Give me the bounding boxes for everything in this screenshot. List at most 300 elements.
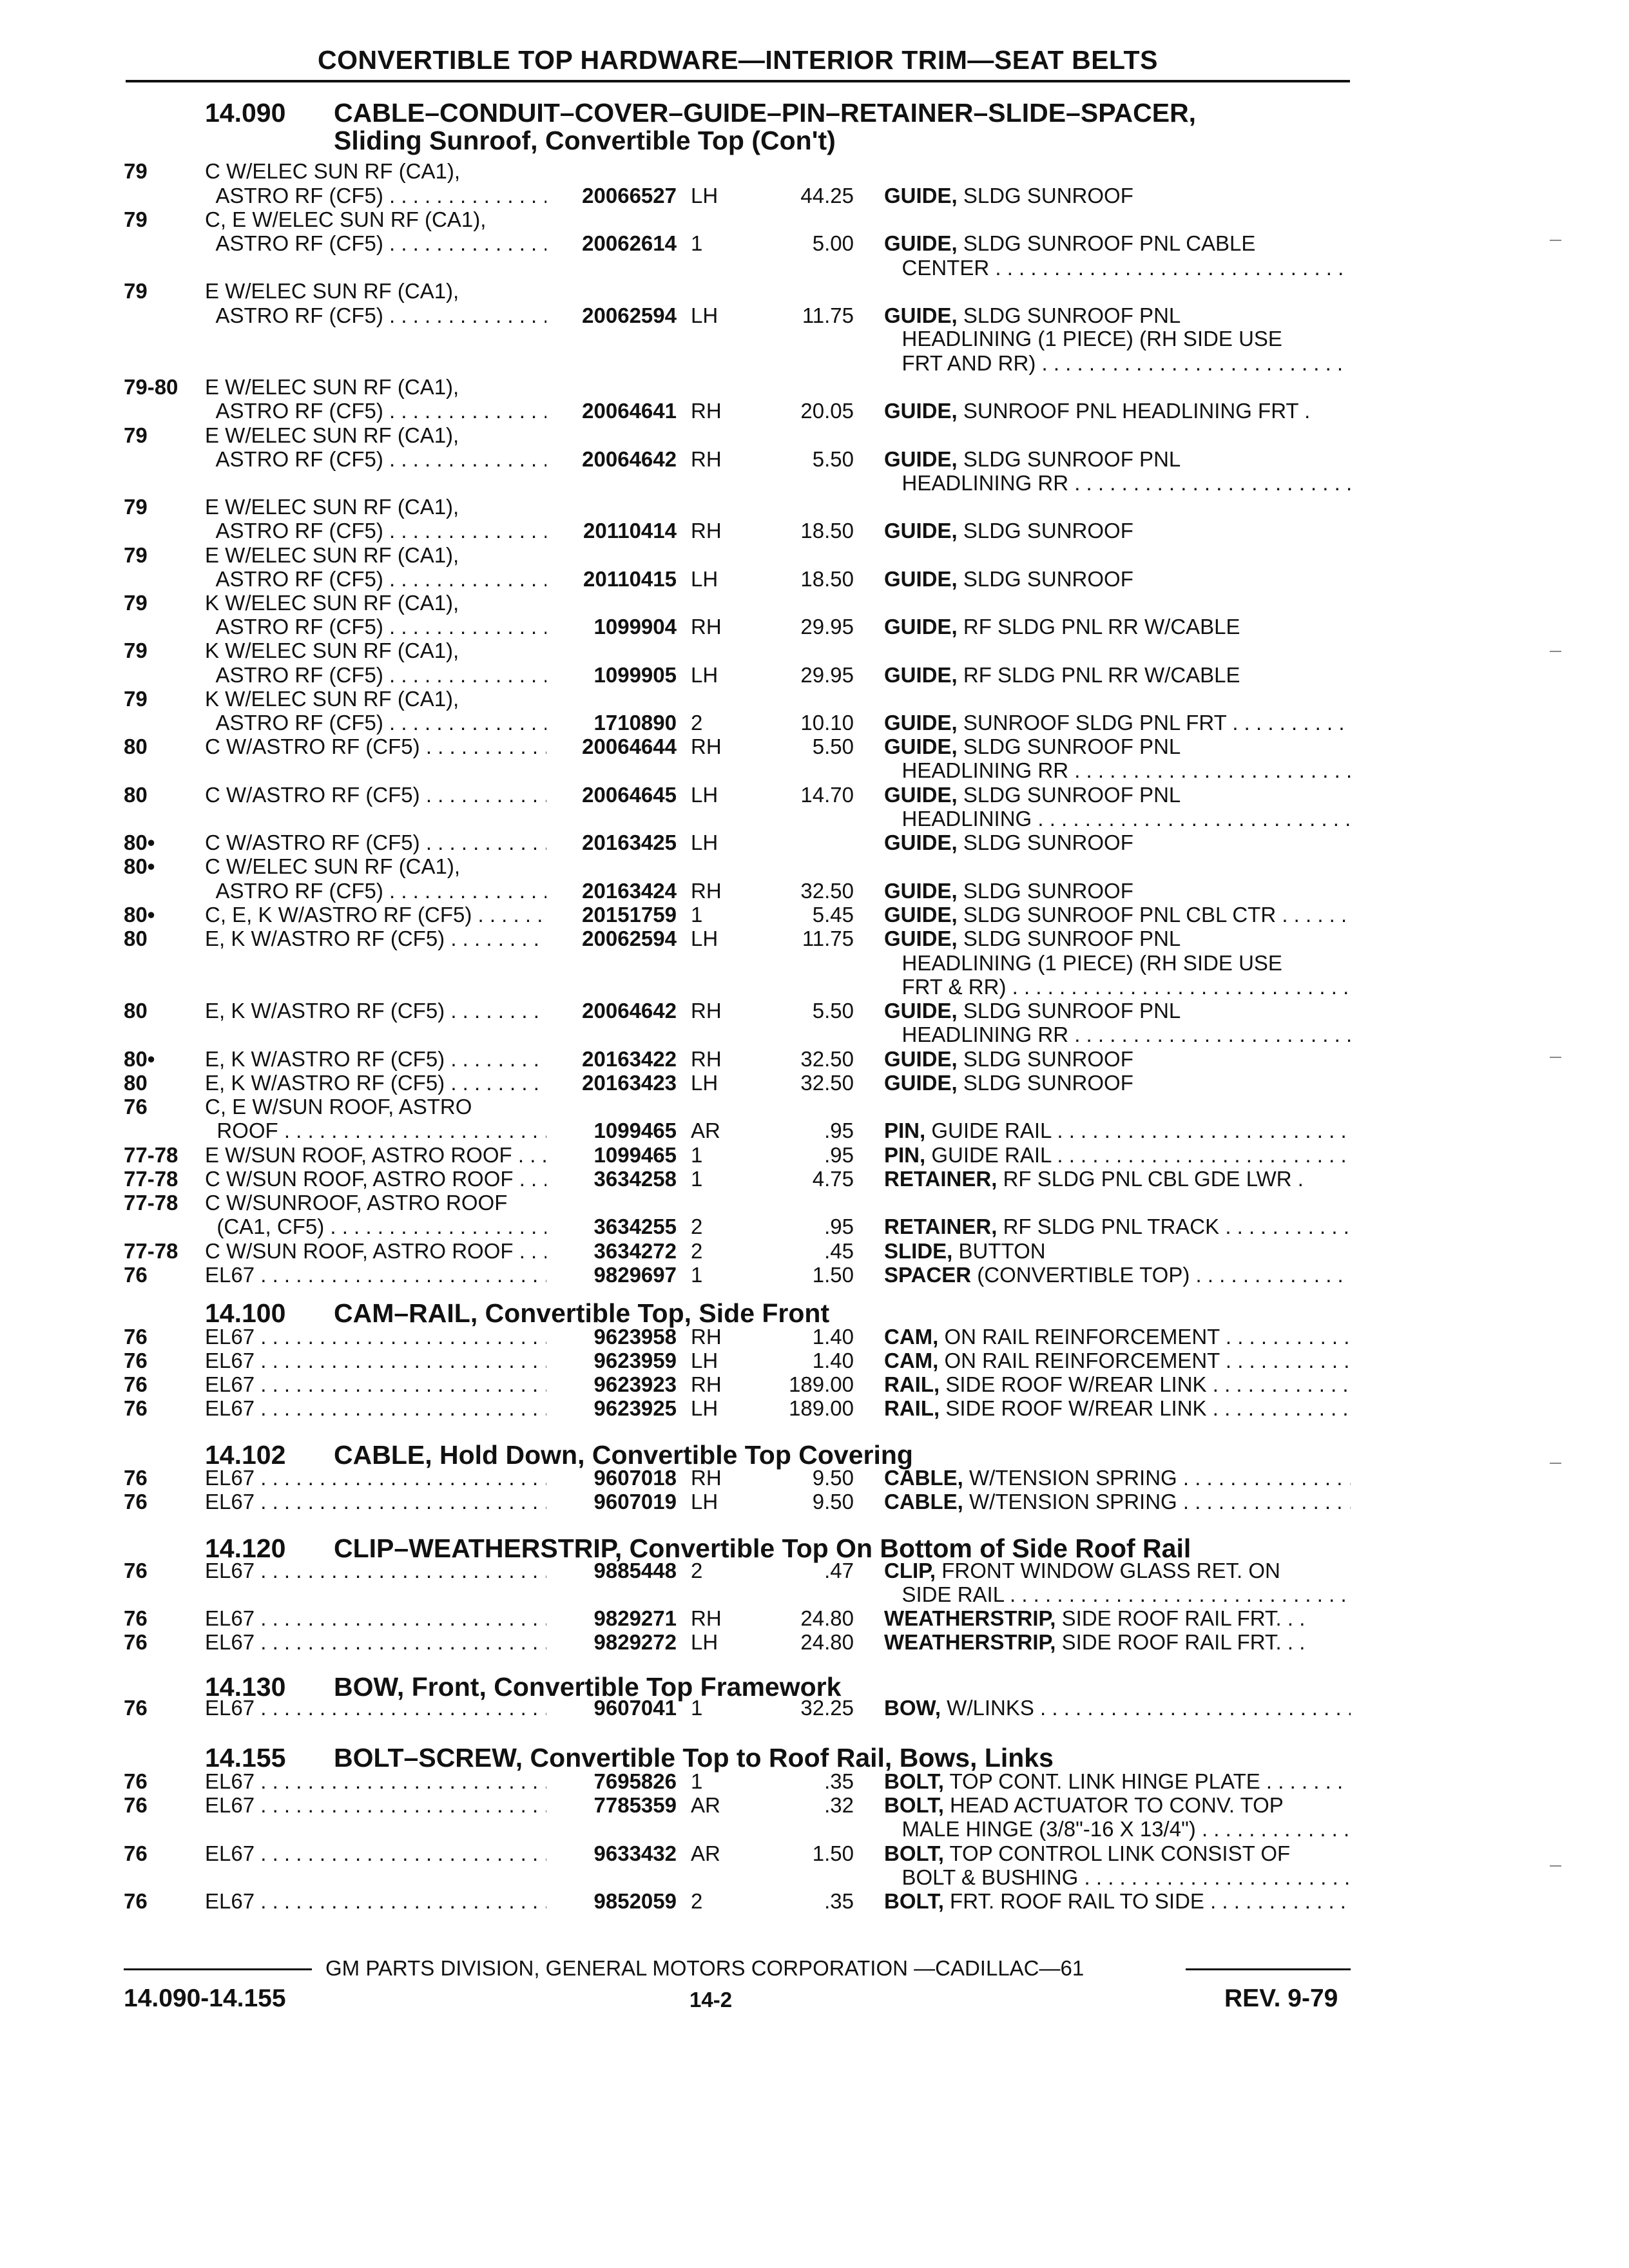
year-cell: 80: [124, 1071, 148, 1095]
description-cell: (CA1, CF5) . . .: [205, 1215, 546, 1238]
section-number: 14.120: [205, 1533, 286, 1563]
section-heading-text: CABLE, Hold Down, Convertible Top Covering: [334, 1440, 913, 1470]
table-row: [0, 327, 1629, 351]
part-name-cell: [884, 1215, 1351, 1238]
description-cell: E W/SUN ROOF, ASTRO ROOF . . .: [205, 1144, 546, 1167]
table-row: [0, 1607, 1629, 1630]
year-cell: 80: [124, 735, 148, 758]
year-cell: 76: [124, 1793, 148, 1817]
quantity-cell: RH: [691, 1606, 722, 1630]
price-cell: 4.75: [812, 1167, 854, 1191]
part-number-cell: 20066527: [582, 184, 677, 207]
section-title: [205, 1743, 1054, 1773]
part-name-detail: SIDE ROOF RAIL FRT. . .: [1055, 1607, 1306, 1630]
description-cell: C, E, K W/ASTRO RF (CF5) . . .: [205, 903, 546, 927]
part-number-cell: 9607041: [593, 1696, 677, 1720]
year-cell: 76: [124, 1630, 148, 1654]
price-cell: 18.50: [800, 519, 854, 543]
part-name-keyword: WEATHERSTRIP,: [884, 1607, 1056, 1630]
quantity-cell: LH: [691, 927, 718, 950]
section-number: 14.155: [205, 1743, 286, 1773]
year-cell: 77-78: [124, 1167, 178, 1191]
price-cell: 9.50: [812, 1490, 854, 1514]
table-row: [0, 975, 1629, 999]
part-name-detail: SLDG SUNROOF: [957, 1048, 1133, 1071]
description-cell: C, E W/ELEC SUN RF (CA1),: [205, 208, 487, 231]
part-number-cell: 20062594: [582, 927, 677, 950]
year-cell: 80: [124, 999, 148, 1023]
table-row: [0, 495, 1629, 519]
part-name-detail: SLDG SUNROOF: [957, 831, 1133, 854]
table-row: [0, 304, 1629, 327]
part-number-cell: 20062594: [582, 303, 677, 327]
description-cell: EL67 . . .: [205, 1842, 546, 1865]
part-number-cell: 3634258: [593, 1167, 677, 1191]
part-name-cell: [884, 735, 1351, 758]
part-number-cell: 9623923: [593, 1372, 677, 1396]
part-number-cell: 20163424: [582, 879, 677, 903]
part-name-keyword: BOLT,: [884, 1890, 944, 1913]
part-name-detail: BUTTON: [952, 1240, 1046, 1263]
description-cell: ASTRO RF (CF5) . . .: [205, 711, 546, 735]
quantity-cell: LH: [691, 663, 718, 687]
part-name-cell: [884, 184, 1351, 207]
price-cell: .95: [824, 1119, 854, 1142]
part-name-cell: [884, 1240, 1351, 1263]
part-name-cell: [884, 568, 1351, 591]
year-cell: 80•: [124, 854, 155, 878]
part-name-detail: TOP CONT. LINK HINGE PLATE: [943, 1770, 1260, 1793]
table-row: [0, 1095, 1629, 1119]
year-cell: 76: [124, 1095, 148, 1119]
part-name-detail: W/TENSION SPRING: [963, 1466, 1177, 1490]
section-title: [205, 1298, 829, 1329]
section-subtitle: Sliding Sunroof, Convertible Top (Con't): [334, 126, 836, 155]
part-name-detail: SIDE ROOF W/REAR LINK: [940, 1397, 1207, 1420]
year-cell: 79: [124, 495, 148, 519]
year-cell: 76: [124, 1325, 148, 1349]
table-row: [0, 1023, 1629, 1046]
price-cell: 10.10: [800, 711, 854, 735]
description-cell: EL67 . . .: [205, 1559, 546, 1582]
quantity-cell: RH: [691, 519, 722, 543]
table-row: [0, 1325, 1629, 1349]
part-number-cell: 3634272: [593, 1239, 677, 1263]
part-name-cell: [884, 1818, 1351, 1841]
table-row: [0, 448, 1629, 471]
section-number: 14.090: [205, 98, 286, 128]
table-row: [0, 1466, 1629, 1490]
quantity-cell: AR: [691, 1119, 720, 1142]
part-name-detail: SLDG SUNROOF PNL CABLE: [957, 232, 1256, 255]
quantity-cell: LH: [691, 831, 718, 854]
price-cell: 189.00: [789, 1372, 854, 1396]
quantity-cell: LH: [691, 303, 718, 327]
table-row: [0, 783, 1629, 807]
quantity-cell: LH: [691, 567, 718, 591]
description-cell: C W/ASTRO RF (CF5) . . .: [205, 831, 546, 854]
table-row: [0, 1890, 1629, 1913]
table-row: [0, 208, 1629, 231]
part-name-detail: SLDG SUNROOF: [957, 184, 1133, 207]
part-number-cell: 20064642: [582, 999, 677, 1023]
margin-tick: [1550, 1057, 1561, 1058]
part-name-keyword: BOLT,: [884, 1842, 944, 1865]
year-cell: 76: [124, 1372, 148, 1396]
quantity-cell: 1: [691, 1167, 703, 1191]
price-cell: 11.75: [802, 927, 854, 950]
section-number: 14.102: [205, 1440, 286, 1470]
part-name-cell: [884, 1631, 1351, 1654]
section-title: [205, 98, 1196, 128]
table-row: [0, 1168, 1629, 1191]
part-name-detail: BOLT & BUSHING: [884, 1866, 1079, 1889]
year-cell: 79: [124, 159, 148, 183]
year-cell: 79: [124, 207, 148, 231]
part-number-cell: 9852059: [593, 1889, 677, 1913]
price-cell: .95: [824, 1215, 854, 1238]
part-number-cell: 20064641: [582, 399, 677, 423]
description-cell: EL67 . . .: [205, 1466, 546, 1490]
table-row: [0, 639, 1629, 662]
table-row: [0, 1631, 1629, 1654]
quantity-cell: RH: [691, 615, 722, 639]
part-name-cell: [884, 759, 1351, 782]
part-name-detail: HEADLINING (1 PIECE) (RH SIDE USE: [884, 327, 1282, 351]
price-cell: 29.95: [800, 615, 854, 639]
year-cell: 76: [124, 1769, 148, 1793]
price-cell: .35: [824, 1889, 854, 1913]
description-cell: ROOF . . .: [205, 1119, 546, 1142]
section-heading-text: CAM–RAIL, Convertible Top, Side Front: [334, 1298, 830, 1328]
quantity-cell: RH: [691, 999, 722, 1023]
part-name-keyword: PIN,: [884, 1144, 926, 1167]
quantity-cell: 2: [691, 1215, 703, 1238]
year-cell: 80•: [124, 903, 155, 927]
part-name-cell: [884, 1466, 1351, 1490]
price-cell: 5.00: [812, 231, 854, 255]
part-name-cell: [884, 1607, 1351, 1630]
part-number-cell: 1099905: [593, 663, 677, 687]
year-cell: 79: [124, 639, 148, 662]
section-heading-text: BOLT–SCREW, Convertible Top to Roof Rail, Bows, Links: [334, 1743, 1054, 1773]
table-row: [0, 399, 1629, 423]
part-number-cell: 7695826: [593, 1769, 677, 1793]
description-cell: ASTRO RF (CF5) . . .: [205, 232, 546, 255]
description-cell: C W/ASTRO RF (CF5) . . .: [205, 783, 546, 807]
price-cell: 11.75: [802, 303, 854, 327]
part-number-cell: 1099904: [593, 615, 677, 639]
footer-rule-right: [1186, 1968, 1351, 1970]
part-name-detail: HEADLINING: [884, 807, 1032, 831]
table-row: [0, 568, 1629, 591]
table-row: [0, 1072, 1629, 1095]
table-row: [0, 160, 1629, 183]
footer-page-number: 14-2: [689, 1988, 733, 2012]
part-number-cell: 20151759: [582, 903, 677, 927]
part-name-detail: W/LINKS: [941, 1696, 1034, 1720]
table-row: [0, 352, 1629, 375]
description-cell: ASTRO RF (CF5) . . .: [205, 568, 546, 591]
description-cell: ASTRO RF (CF5) . . .: [205, 879, 546, 903]
part-name-cell: [884, 399, 1351, 423]
year-cell: 76: [124, 1466, 148, 1490]
part-name-detail: FRONT WINDOW GLASS RET. ON: [936, 1559, 1280, 1582]
part-number-cell: 20110415: [583, 567, 677, 591]
table-row: [0, 1264, 1629, 1287]
part-name-cell: [884, 615, 1351, 639]
part-name-keyword: CABLE,: [884, 1466, 963, 1490]
price-cell: 29.95: [800, 663, 854, 687]
price-cell: 14.70: [800, 783, 854, 807]
part-name-cell: [884, 1373, 1351, 1396]
part-name-detail: SLDG SUNROOF: [957, 1072, 1133, 1095]
table-row: [0, 831, 1629, 854]
part-name-keyword: GUIDE,: [884, 304, 958, 327]
part-name-detail: RF SLDG PNL TRACK: [997, 1215, 1220, 1238]
section-heading-text: CLIP–WEATHERSTRIP, Convertible Top On Bottom of Side Roof Rail: [334, 1533, 1191, 1563]
part-name-keyword: GUIDE,: [884, 615, 958, 639]
margin-tick: [1550, 1865, 1561, 1867]
margin-tick: [1550, 1463, 1561, 1464]
price-cell: 24.80: [800, 1606, 854, 1630]
part-name-detail: (CONVERTIBLE TOP): [971, 1264, 1190, 1287]
price-cell: 1.40: [812, 1349, 854, 1372]
price-cell: 189.00: [789, 1396, 854, 1420]
part-name-keyword: RETAINER,: [884, 1168, 998, 1191]
price-cell: 1.50: [812, 1263, 854, 1287]
part-name-cell: [884, 1490, 1351, 1514]
part-name-detail: SIDE ROOF RAIL FRT. . .: [1055, 1631, 1306, 1654]
part-name-keyword: RETAINER,: [884, 1215, 998, 1238]
description-cell: ASTRO RF (CF5) . . .: [205, 399, 546, 423]
table-row: [0, 615, 1629, 639]
part-name-keyword: GUIDE,: [884, 783, 958, 807]
part-name-keyword: CLIP,: [884, 1559, 936, 1582]
part-name-keyword: GUIDE,: [884, 903, 958, 927]
part-name-cell: [884, 519, 1351, 543]
part-name-detail: SIDE RAIL: [884, 1583, 1004, 1606]
part-name-keyword: GUIDE,: [884, 664, 958, 687]
part-name-cell: [884, 1696, 1351, 1720]
part-number-cell: 1099465: [593, 1119, 677, 1142]
part-name-cell: [884, 831, 1351, 854]
part-name-cell: [884, 711, 1351, 735]
part-number-cell: 1710890: [593, 711, 677, 735]
year-cell: 79: [124, 591, 148, 615]
description-cell: ASTRO RF (CF5) . . .: [205, 184, 546, 207]
quantity-cell: 1: [691, 1769, 703, 1793]
part-name-cell: [884, 807, 1351, 831]
year-cell: 76: [124, 1841, 148, 1865]
part-name-cell: [884, 448, 1351, 471]
part-number-cell: 3634255: [593, 1215, 677, 1238]
description-cell: K W/ELEC SUN RF (CA1),: [205, 639, 459, 662]
part-name-cell: [884, 879, 1351, 903]
part-name-keyword: BOLT,: [884, 1770, 944, 1793]
table-row: [0, 1048, 1629, 1071]
year-cell: 76: [124, 1263, 148, 1287]
part-name-detail: SLDG SUNROOF PNL: [957, 304, 1181, 327]
table-row: [0, 1397, 1629, 1420]
part-name-detail: HEADLINING RR: [884, 472, 1069, 495]
part-name-cell: [884, 1144, 1351, 1167]
part-name-detail: HEADLINING RR: [884, 1023, 1069, 1046]
part-name-cell: [884, 1583, 1351, 1606]
year-cell: 76: [124, 1889, 148, 1913]
description-cell: E, K W/ASTRO RF (CF5) . . .: [205, 927, 546, 950]
table-row: [0, 1583, 1629, 1606]
description-cell: E W/ELEC SUN RF (CA1),: [205, 544, 459, 567]
description-cell: K W/ELEC SUN RF (CA1),: [205, 687, 459, 711]
part-name-keyword: GUIDE,: [884, 711, 958, 735]
part-name-detail: SUNROOF PNL HEADLINING FRT .: [957, 399, 1311, 423]
part-name-detail: HEADLINING RR: [884, 759, 1069, 782]
section-heading-text: BOW, Front, Convertible Top Framework: [334, 1672, 842, 1702]
part-name-keyword: GUIDE,: [884, 399, 958, 423]
part-name-cell: [884, 352, 1351, 375]
part-name-keyword: GUIDE,: [884, 999, 958, 1023]
section-number: 14.130: [205, 1672, 286, 1702]
part-name-detail: SLDG SUNROOF PNL: [957, 783, 1181, 807]
year-cell: 77-78: [124, 1191, 178, 1215]
part-name-detail: HEAD ACTUATOR TO CONV. TOP: [943, 1794, 1284, 1817]
part-name-cell: [884, 1890, 1351, 1913]
description-cell: E, K W/ASTRO RF (CF5) . . .: [205, 1048, 546, 1071]
table-row: [0, 1794, 1629, 1817]
footer-org: GM PARTS DIVISION, GENERAL MOTORS CORPORATION —CADILLAC—61: [325, 1956, 1084, 1980]
year-cell: 80•: [124, 831, 155, 854]
table-row: [0, 1696, 1629, 1720]
part-name-detail: SLDG SUNROOF PNL: [957, 999, 1181, 1023]
table-row: [0, 879, 1629, 903]
footer-range: 14.090-14.155: [124, 1984, 286, 2012]
part-name-keyword: SPACER: [884, 1264, 972, 1287]
part-name-cell: [884, 903, 1351, 927]
part-name-cell: [884, 1048, 1351, 1071]
description-cell: E W/ELEC SUN RF (CA1),: [205, 280, 459, 303]
description-cell: E W/ELEC SUN RF (CA1),: [205, 495, 459, 519]
part-name-keyword: SLIDE,: [884, 1240, 953, 1263]
quantity-cell: LH: [691, 1396, 718, 1420]
quantity-cell: AR: [691, 1793, 720, 1817]
part-name-cell: [884, 1325, 1351, 1349]
table-row: [0, 472, 1629, 495]
table-row: [0, 519, 1629, 543]
description-cell: ASTRO RF (CF5) . . .: [205, 615, 546, 639]
table-row: [0, 424, 1629, 447]
part-name-cell: [884, 1397, 1351, 1420]
part-name-keyword: GUIDE,: [884, 519, 958, 543]
part-number-cell: 9623958: [593, 1325, 677, 1349]
quantity-cell: 1: [691, 1263, 703, 1287]
table-row: [0, 232, 1629, 255]
year-cell: 79: [124, 687, 148, 711]
price-cell: .45: [824, 1239, 854, 1263]
year-cell: 79: [124, 279, 148, 303]
description-cell: EL67 . . .: [205, 1794, 546, 1817]
part-name-detail: SLDG SUNROOF PNL: [957, 448, 1181, 471]
table-row: [0, 1490, 1629, 1514]
part-name-keyword: GUIDE,: [884, 1048, 958, 1071]
quantity-cell: LH: [691, 783, 718, 807]
quantity-cell: RH: [691, 1372, 722, 1396]
quantity-cell: AR: [691, 1841, 720, 1865]
part-number-cell: 20163423: [582, 1071, 677, 1095]
part-name-keyword: GUIDE,: [884, 1072, 958, 1095]
part-number-cell: 20110414: [583, 519, 677, 543]
quantity-cell: 1: [691, 1143, 703, 1167]
part-name-detail: ON RAIL REINFORCEMENT: [938, 1349, 1220, 1372]
description-cell: E, K W/ASTRO RF (CF5) . . .: [205, 1072, 546, 1095]
year-cell: 76: [124, 1490, 148, 1514]
description-cell: C W/ASTRO RF (CF5) . . .: [205, 735, 546, 758]
part-name-cell: [884, 975, 1351, 999]
header-rule: [126, 80, 1350, 82]
price-cell: 32.50: [800, 879, 854, 903]
price-cell: 5.50: [812, 735, 854, 758]
part-name-cell: [884, 1072, 1351, 1095]
part-number-cell: 9829271: [593, 1606, 677, 1630]
description-cell: EL67 . . .: [205, 1890, 546, 1913]
table-row: [0, 1349, 1629, 1372]
part-number-cell: 9623925: [593, 1396, 677, 1420]
quantity-cell: LH: [691, 1071, 718, 1095]
part-number-cell: 9829272: [593, 1630, 677, 1654]
part-name-keyword: CAM,: [884, 1325, 939, 1349]
price-cell: 44.25: [800, 184, 854, 207]
part-name-keyword: GUIDE,: [884, 879, 958, 903]
price-cell: 32.25: [800, 1696, 854, 1720]
part-name-keyword: PIN,: [884, 1119, 926, 1142]
quantity-cell: LH: [691, 184, 718, 207]
description-cell: ASTRO RF (CF5) . . .: [205, 664, 546, 687]
description-cell: C W/SUN ROOF, ASTRO ROOF . . .: [205, 1168, 546, 1191]
part-number-cell: 9623959: [593, 1349, 677, 1372]
margin-tick: [1550, 240, 1561, 241]
table-row: [0, 1215, 1629, 1238]
part-name-cell: [884, 256, 1351, 280]
table-row: [0, 1770, 1629, 1793]
quantity-cell: RH: [691, 1047, 722, 1071]
part-name-detail: GUIDE RAIL: [925, 1119, 1052, 1142]
year-cell: 76: [124, 1349, 148, 1372]
part-name-cell: [884, 304, 1351, 327]
part-name-cell: [884, 1866, 1351, 1889]
description-cell: EL67 . . .: [205, 1490, 546, 1514]
part-name-cell: [884, 1842, 1351, 1865]
quantity-cell: LH: [691, 1349, 718, 1372]
part-number-cell: 9885448: [593, 1559, 677, 1582]
part-name-detail: RF SLDG PNL RR W/CABLE: [957, 615, 1240, 639]
section-title: [205, 1440, 913, 1470]
part-name-detail: SIDE ROOF W/REAR LINK: [940, 1373, 1207, 1396]
table-row: [0, 1818, 1629, 1841]
part-number-cell: 9829697: [593, 1263, 677, 1287]
description-cell: C W/ELEC SUN RF (CA1),: [205, 855, 461, 878]
price-cell: 9.50: [812, 1466, 854, 1490]
year-cell: 80: [124, 927, 148, 950]
table-row: [0, 1373, 1629, 1396]
part-name-keyword: WEATHERSTRIP,: [884, 1631, 1056, 1654]
footer-revision: REV. 9-79: [1224, 1984, 1338, 2012]
price-cell: .35: [824, 1769, 854, 1793]
description-cell: ASTRO RF (CF5) . . .: [205, 304, 546, 327]
table-row: [0, 1119, 1629, 1142]
description-cell: ASTRO RF (CF5) . . .: [205, 448, 546, 471]
part-name-keyword: GUIDE,: [884, 927, 958, 950]
part-name-keyword: GUIDE,: [884, 448, 958, 471]
